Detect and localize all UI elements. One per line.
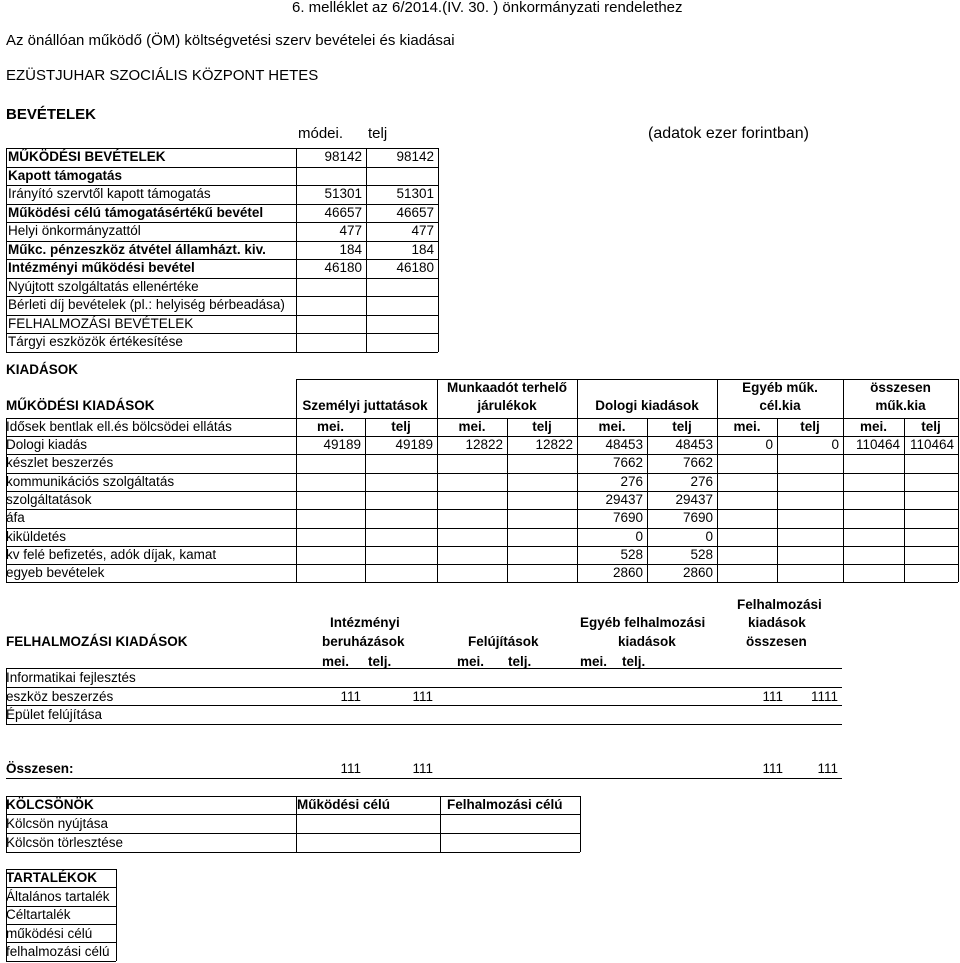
revenue-row-label: Kapott támogatás xyxy=(8,167,123,183)
expenditure-cell: 7690 xyxy=(682,510,713,526)
revenue-row-modified: 46657 xyxy=(324,204,362,220)
col-capital-total-2: kiadások xyxy=(748,615,806,630)
grid-line xyxy=(6,222,438,223)
revenue-row-label: Irányító szervtől kapott támogatás xyxy=(8,186,211,201)
grid-line xyxy=(6,924,116,925)
expenditure-row-label: készlet beszerzés xyxy=(6,455,114,471)
revenue-row-label: Intézményi működési bevétel xyxy=(8,260,195,275)
revenue-row-label: Műkc. pénzeszköz átvétel államházt. kiv. xyxy=(8,241,266,257)
revenue-row-modified: 477 xyxy=(339,223,362,238)
grid-line xyxy=(6,724,842,725)
grid-line xyxy=(6,509,958,510)
expenditure-subcol-header: mei. xyxy=(598,419,626,434)
revenue-row-modified: 98142 xyxy=(324,149,362,164)
grid-line xyxy=(6,259,438,260)
expenditure-cell: 49189 xyxy=(323,437,361,452)
grid-line xyxy=(6,961,116,962)
reserve-row-label: Általános tartalék xyxy=(6,889,110,904)
expenditure-cell: 12822 xyxy=(535,437,573,452)
capital-subcol-header: telj. xyxy=(508,654,532,669)
capital-cell: 111 xyxy=(412,688,433,704)
kiadasok-sub-label: Idősek bentlak ell.és bölcsödei ellátás xyxy=(6,419,232,434)
grid-line xyxy=(438,148,439,352)
felhalmozasi-title: FELHALMOZÁSI KIADÁSOK xyxy=(6,634,188,649)
grid-line xyxy=(6,852,580,853)
expenditure-row-label: kommunikációs szolgáltatás xyxy=(6,473,175,489)
grid-line xyxy=(6,887,116,888)
expenditure-cell: 528 xyxy=(690,546,713,562)
kiadasok-title: MŰKÖDÉSI KIADÁSOK xyxy=(6,398,155,413)
grid-line xyxy=(296,418,297,582)
grid-line xyxy=(717,418,718,582)
expenditure-row-label: Dologi kiadás xyxy=(6,437,88,452)
grid-line xyxy=(296,379,958,380)
revenue-row-modified: 184 xyxy=(339,241,362,257)
capital-subcol-header: mei. xyxy=(580,654,608,669)
revenue-row-actual: 46657 xyxy=(396,204,434,220)
grid-line xyxy=(6,942,116,943)
institution-name: EZÜSTJUHAR SZOCIÁLIS KÖZPONT HETES xyxy=(6,67,319,84)
grid-line xyxy=(6,148,7,352)
grid-line xyxy=(6,491,958,492)
revenue-row-label: FELHALMOZÁSI BEVÉTELEK xyxy=(8,315,194,331)
expenditure-row-label: egyeb bevételek xyxy=(6,565,105,581)
col-other-1: Egyéb műk. xyxy=(742,380,818,395)
expenditure-subcol-header: telj xyxy=(391,419,411,434)
reserve-row-label: Céltartalék xyxy=(6,907,71,923)
expenditure-cell: 276 xyxy=(620,473,643,489)
col-personnel: Személyi juttatások xyxy=(302,398,428,413)
grid-line xyxy=(6,473,958,474)
revenue-row-label: Tárgyi eszközök értékesítése xyxy=(8,334,183,349)
expenditure-cell: 110464 xyxy=(909,437,954,452)
reserve-row-label: felhalmozási célú xyxy=(6,943,110,959)
grid-line xyxy=(6,796,7,852)
col-capital-total-3: összesen xyxy=(746,634,807,649)
capital-total-cell: 111 xyxy=(817,761,838,776)
revenue-row-label: Helyi önkormányzattól xyxy=(8,223,141,238)
grid-line xyxy=(6,668,7,724)
revenue-row-modified: 51301 xyxy=(324,186,362,201)
revenue-row-label: Működési célú támogatásértékű bevétel xyxy=(8,204,264,220)
grid-line xyxy=(365,418,366,582)
grid-line xyxy=(6,814,580,815)
col-investments-2: beruházások xyxy=(322,634,405,649)
capital-row-label: Épület felújítása xyxy=(6,707,103,722)
expenditure-cell: 12822 xyxy=(465,437,503,452)
expenditure-cell: 0 xyxy=(705,528,713,544)
expenditure-subcol-header: mei. xyxy=(458,419,486,434)
expenditure-cell: 7662 xyxy=(612,455,643,471)
capital-cell: 111 xyxy=(762,688,783,704)
expenditure-cell: 48453 xyxy=(675,437,713,452)
revenue-row-label: Nyújtott szolgáltatás ellenértéke xyxy=(8,278,199,294)
col-loan-capital: Felhalmozási célú xyxy=(447,797,563,812)
revenue-row-actual: 184 xyxy=(411,241,434,257)
expenditure-subcol-header: telj xyxy=(672,419,692,434)
grid-line xyxy=(366,148,367,352)
revenue-row-actual: 477 xyxy=(411,223,434,238)
col-total-2: műk.kia xyxy=(875,398,926,413)
col-employer-contrib-2: járulékok xyxy=(477,398,537,413)
revenue-row-modified: 46180 xyxy=(324,260,362,275)
grid-line xyxy=(6,796,580,797)
grid-line xyxy=(296,148,297,352)
grid-line xyxy=(6,241,438,242)
expenditure-cell: 0 xyxy=(765,437,773,452)
col-material: Dologi kiadások xyxy=(595,398,699,413)
capital-total-cell: 111 xyxy=(412,761,433,776)
grid-line xyxy=(6,906,116,907)
section-kiadasok: KIADÁSOK xyxy=(6,362,79,377)
grid-line xyxy=(116,869,117,961)
grid-line xyxy=(6,296,438,297)
grid-line xyxy=(6,333,438,334)
grid-line xyxy=(6,418,7,582)
grid-line xyxy=(6,546,958,547)
grid-line xyxy=(6,778,842,779)
expenditure-cell: 110464 xyxy=(855,437,900,452)
grid-line xyxy=(6,148,438,149)
expenditure-subcol-header: mei. xyxy=(316,419,344,434)
revenue-row-actual: 98142 xyxy=(396,149,434,164)
expenditure-cell: 2860 xyxy=(612,565,643,581)
col-other-capital-1: Egyéb felhalmozási xyxy=(580,615,706,630)
expenditure-cell: 528 xyxy=(620,546,643,562)
tartalekok-title: TARTALÉKOK xyxy=(6,870,97,885)
grid-line xyxy=(958,418,959,582)
capital-row-label: eszköz beszerzés xyxy=(6,688,114,704)
col-other-2: cél.kia xyxy=(759,398,801,413)
grid-line xyxy=(904,418,905,582)
kolcsonok-title: KÖLCSÖNÖK xyxy=(6,797,94,812)
unit-note: (adatok ezer forintban) xyxy=(648,125,809,142)
revenue-row-actual: 51301 xyxy=(396,186,434,201)
expenditure-cell: 0 xyxy=(635,528,643,544)
capital-cell: 1111 xyxy=(810,688,838,704)
expenditure-cell: 7662 xyxy=(682,455,713,471)
expenditure-subcol-header: telj xyxy=(532,419,552,434)
expenditure-row-label: szolgáltatások xyxy=(6,491,92,507)
revenue-row-label: MŰKÖDÉSI BEVÉTELEK xyxy=(8,149,166,164)
grid-line xyxy=(296,796,297,852)
total-label: Összesen: xyxy=(6,761,74,776)
capital-row-label: Informatikai fejlesztés xyxy=(6,670,136,685)
grid-line xyxy=(6,185,438,186)
section-bevetelek: BEVÉTELEK xyxy=(6,106,97,123)
col-header-telj: telj xyxy=(368,125,388,142)
col-renovations: Felújítások xyxy=(468,634,539,649)
grid-line xyxy=(647,418,648,582)
grid-line xyxy=(6,278,438,279)
revenue-row-label: Bérleti díj bevételek (pl.: helyiség bérbeadása) xyxy=(8,297,285,312)
grid-line xyxy=(437,418,438,582)
grid-line xyxy=(6,705,842,706)
grid-line xyxy=(6,833,580,834)
loan-row-label: Kölcsön törlesztése xyxy=(6,834,124,850)
expenditure-row-label: kiküldetés xyxy=(6,528,67,544)
col-loan-operating: Működési célú xyxy=(297,797,391,812)
capital-cell: 111 xyxy=(340,688,361,704)
grid-line xyxy=(580,796,581,852)
expenditure-subcol-header: telj xyxy=(921,419,941,434)
grid-line xyxy=(6,436,958,437)
col-investments-1: Intézményi xyxy=(330,615,400,630)
grid-line xyxy=(440,796,441,852)
grid-line xyxy=(6,167,438,168)
col-header-modei: módei. xyxy=(298,125,344,142)
expenditure-cell: 29437 xyxy=(605,491,643,507)
capital-subcol-header: telj. xyxy=(622,654,646,669)
grid-line xyxy=(577,418,578,582)
expenditure-subcol-header: telj xyxy=(800,419,820,434)
expenditure-cell: 7690 xyxy=(612,510,643,526)
col-capital-total-1: Felhalmozási xyxy=(737,597,822,612)
expenditure-cell: 48453 xyxy=(605,437,643,452)
grid-line xyxy=(6,454,958,455)
col-employer-contrib-1: Munkaadót terhelő xyxy=(446,380,567,395)
expenditure-cell: 0 xyxy=(831,437,839,452)
expenditure-cell: 276 xyxy=(690,473,713,489)
grid-line xyxy=(6,869,116,870)
grid-line xyxy=(6,564,958,565)
grid-line xyxy=(6,315,438,316)
capital-total-cell: 111 xyxy=(762,761,783,776)
col-other-capital-2: kiadások xyxy=(618,634,676,649)
grid-line xyxy=(6,582,958,583)
page-title: Az önállóan működő (ÖM) költségvetési szerv bevételei és kiadásai xyxy=(6,32,455,49)
capital-subcol-header: mei. xyxy=(322,654,350,669)
grid-line xyxy=(6,869,7,961)
expenditure-row-label: áfa xyxy=(6,510,25,526)
grid-line xyxy=(843,418,844,582)
grid-line xyxy=(6,528,958,529)
grid-line xyxy=(6,687,842,688)
loan-row-label: Kölcsön nyújtása xyxy=(6,816,109,831)
grid-line xyxy=(777,418,778,582)
grid-line xyxy=(507,418,508,582)
col-total-1: összesen xyxy=(870,380,931,395)
expenditure-cell: 49189 xyxy=(395,437,433,452)
decree-note: 6. melléklet az 6/2014.(IV. 30. ) önkormányzati rendelethez xyxy=(292,0,683,16)
reserve-row-label: működési célú xyxy=(6,925,93,941)
expenditure-row-label: kv felé befizetés, adók díjak, kamat xyxy=(6,546,217,562)
expenditure-cell: 2860 xyxy=(682,565,713,581)
expenditure-subcol-header: mei. xyxy=(859,419,887,434)
expenditure-cell: 29437 xyxy=(675,491,713,507)
grid-line xyxy=(6,204,438,205)
expenditure-subcol-header: mei. xyxy=(733,419,761,434)
capital-total-cell: 111 xyxy=(340,761,361,776)
capital-subcol-header: telj. xyxy=(368,654,392,669)
revenue-row-actual: 46180 xyxy=(396,260,434,275)
capital-subcol-header: mei. xyxy=(457,654,485,669)
grid-line xyxy=(6,668,842,669)
grid-line xyxy=(6,352,438,353)
